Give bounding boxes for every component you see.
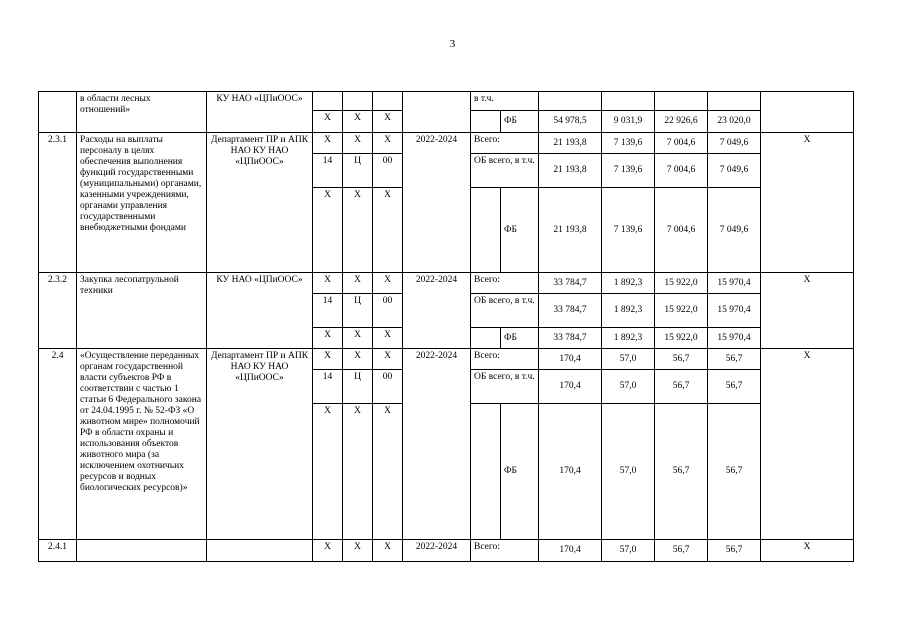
code-cell: Х	[343, 349, 373, 370]
code-cell	[373, 92, 403, 111]
amount-cell: 170,4	[539, 540, 602, 562]
amount-cell: 23 020,0	[708, 111, 761, 133]
amount-cell: 1 892,3	[602, 328, 655, 349]
code-cell: 14	[313, 294, 343, 328]
amount-cell: 22 926,6	[655, 111, 708, 133]
row-number: 2.3.2	[39, 273, 77, 349]
source-sub-label: ФБ	[501, 328, 539, 349]
measure-name: в области лесных отношений»	[77, 92, 207, 133]
result-cell: Х	[761, 133, 854, 273]
executor: КУ НАО «ЦПиООС»	[207, 92, 313, 133]
amount-cell: 54 978,5	[539, 111, 602, 133]
amount-cell: 56,7	[655, 540, 708, 562]
row-number: 2.4.1	[39, 540, 77, 562]
executor	[207, 540, 313, 562]
amount-cell: 56,7	[708, 349, 761, 370]
amount-cell: 7 049,6	[708, 133, 761, 154]
code-cell: Х	[373, 133, 403, 154]
code-cell: Х	[373, 111, 403, 133]
source-sub-label: ФБ	[501, 111, 539, 133]
amount-cell: 57,0	[602, 349, 655, 370]
result-cell	[761, 92, 854, 133]
amount-cell: 7 139,6	[602, 188, 655, 273]
amount-cell: 15 922,0	[655, 273, 708, 294]
code-cell: Х	[343, 188, 373, 273]
code-cell: 14	[313, 370, 343, 404]
executor: КУ НАО «ЦПиООС»	[207, 273, 313, 349]
code-cell	[343, 92, 373, 111]
code-cell: Х	[313, 133, 343, 154]
amount-cell	[655, 92, 708, 111]
amount-cell: 7 139,6	[602, 154, 655, 188]
amount-cell: 15 970,4	[708, 273, 761, 294]
period: 2022-2024	[403, 133, 471, 273]
amount-cell: 7 049,6	[708, 154, 761, 188]
amount-cell: 170,4	[539, 404, 602, 540]
amount-cell: 56,7	[708, 540, 761, 562]
amount-cell: 1 892,3	[602, 294, 655, 328]
amount-cell: 21 193,8	[539, 188, 602, 273]
code-cell: Х	[343, 328, 373, 349]
amount-cell: 21 193,8	[539, 154, 602, 188]
code-cell: Х	[343, 273, 373, 294]
code-cell: Х	[373, 188, 403, 273]
row-number: 2.3.1	[39, 133, 77, 273]
code-cell: Х	[373, 273, 403, 294]
period	[403, 92, 471, 133]
executor: Департамент ПР и АПК НАО КУ НАО «ЦПиООС»	[207, 133, 313, 273]
code-cell: Х	[313, 404, 343, 540]
code-cell: Х	[343, 133, 373, 154]
row-number	[39, 92, 77, 133]
amount-cell	[708, 92, 761, 111]
amount-cell: 15 922,0	[655, 294, 708, 328]
code-cell: Х	[373, 349, 403, 370]
code-cell: Х	[313, 540, 343, 562]
source-indent	[471, 404, 501, 540]
code-cell: Ц	[343, 370, 373, 404]
amount-cell: 7 004,6	[655, 154, 708, 188]
measure-name: Закупка лесопатрульной техники	[77, 273, 207, 349]
amount-cell	[602, 92, 655, 111]
measure-name: Расходы на выплаты персоналу в целях обеспечения выполнения функций государственными (муниципальными) органами, казенными учреждениями, органами управления государственными внебюджетными фондами	[77, 133, 207, 273]
amount-cell: 56,7	[708, 370, 761, 404]
page-number: 3	[449, 38, 456, 50]
source-label: Всего:	[471, 349, 539, 370]
source-label: в т.ч.	[471, 92, 539, 111]
table-row	[39, 273, 854, 294]
table-row	[39, 92, 854, 111]
amount-cell: 7 049,6	[708, 188, 761, 273]
result-cell: Х	[761, 349, 854, 540]
amount-cell: 56,7	[708, 404, 761, 540]
budget-table	[38, 91, 854, 562]
measure-name: «Осуществление переданных органам государственной власти субъектов РФ в соответствии с частью 1 статьи 6 Федерального закона от 24.04.1995 г. № 52-ФЗ «О животном мире» полномочий РФ в области охраны и использования объектов животного мира (за исключением охотничьих ресурсов и водных биологических ресурсов)»	[77, 349, 207, 540]
code-cell: Ц	[343, 154, 373, 188]
code-cell: Х	[313, 328, 343, 349]
code-cell: 00	[373, 370, 403, 404]
amount-cell: 170,4	[539, 349, 602, 370]
period: 2022-2024	[403, 273, 471, 349]
source-sub-label: ФБ	[501, 404, 539, 540]
amount-cell: 56,7	[655, 370, 708, 404]
code-cell: Х	[313, 188, 343, 273]
code-cell: 14	[313, 154, 343, 188]
period: 2022-2024	[403, 349, 471, 540]
table-row	[39, 540, 854, 562]
source-indent	[471, 188, 501, 273]
amount-cell: 21 193,8	[539, 133, 602, 154]
code-cell: Х	[343, 404, 373, 540]
source-indent	[471, 328, 501, 349]
source-label: ОБ всего, в т.ч.	[471, 370, 539, 404]
amount-cell: 170,4	[539, 370, 602, 404]
code-cell: Х	[373, 540, 403, 562]
result-cell: Х	[761, 273, 854, 349]
row-number: 2.4	[39, 349, 77, 540]
amount-cell: 7 139,6	[602, 133, 655, 154]
measure-name	[77, 540, 207, 562]
code-cell: Х	[373, 404, 403, 540]
code-cell: Ц	[343, 294, 373, 328]
amount-cell: 7 004,6	[655, 133, 708, 154]
amount-cell: 56,7	[655, 349, 708, 370]
code-cell: Х	[313, 273, 343, 294]
executor: Департамент ПР и АПК НАО КУ НАО «ЦПиООС»	[207, 349, 313, 540]
amount-cell: 1 892,3	[602, 273, 655, 294]
amount-cell: 57,0	[602, 370, 655, 404]
period: 2022-2024	[403, 540, 471, 562]
code-cell: Х	[313, 349, 343, 370]
source-label: ОБ всего, в т.ч.	[471, 154, 539, 188]
amount-cell: 9 031,9	[602, 111, 655, 133]
amount-cell: 15 970,4	[708, 294, 761, 328]
code-cell: Х	[343, 540, 373, 562]
code-cell	[313, 92, 343, 111]
amount-cell: 15 922,0	[655, 328, 708, 349]
amount-cell: 15 970,4	[708, 328, 761, 349]
amount-cell: 7 004,6	[655, 188, 708, 273]
code-cell: Х	[313, 111, 343, 133]
source-label: Всего:	[471, 540, 539, 562]
result-cell: Х	[761, 540, 854, 562]
amount-cell: 33 784,7	[539, 294, 602, 328]
source-label: ОБ всего, в т.ч.	[471, 294, 539, 328]
amount-cell: 57,0	[602, 404, 655, 540]
source-indent	[471, 111, 501, 133]
amount-cell: 57,0	[602, 540, 655, 562]
source-label: Всего:	[471, 273, 539, 294]
code-cell: 00	[373, 294, 403, 328]
code-cell: Х	[343, 111, 373, 133]
amount-cell: 33 784,7	[539, 328, 602, 349]
table-row	[39, 133, 854, 154]
source-label: Всего:	[471, 133, 539, 154]
table-row	[39, 349, 854, 370]
amount-cell: 56,7	[655, 404, 708, 540]
code-cell: 00	[373, 154, 403, 188]
source-sub-label: ФБ	[501, 188, 539, 273]
code-cell: Х	[373, 328, 403, 349]
amount-cell: 33 784,7	[539, 273, 602, 294]
amount-cell	[539, 92, 602, 111]
